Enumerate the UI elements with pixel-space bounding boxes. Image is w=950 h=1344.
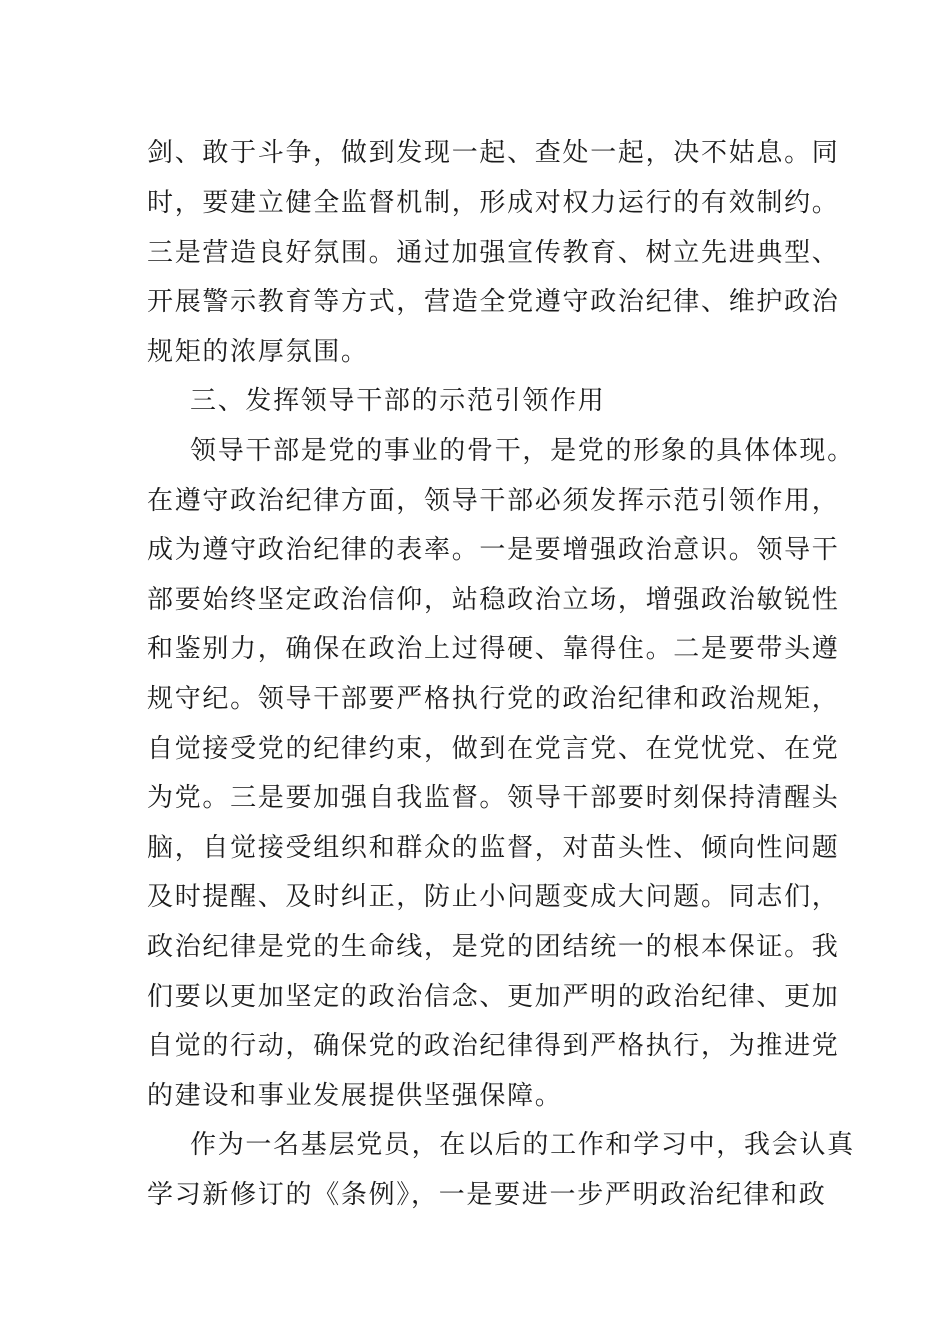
text-line: 自觉接受党的纪律约束，做到在党言党、在党忧党、在党 <box>147 734 840 764</box>
text-line: 三是营造良好氛围。通过加强宣传教育、树立先进典型、 <box>147 238 840 268</box>
text-line: 和鉴别力，确保在政治上过得硬、靠得住。二是要带头遵 <box>147 634 840 664</box>
text-line: 的建设和事业发展提供坚强保障。 <box>147 1081 563 1111</box>
text-line: 在遵守政治纪律方面，领导干部必须发挥示范引领作用， <box>147 486 840 516</box>
text-line: 自觉的行动，确保党的政治纪律得到严格执行，为推进党 <box>147 1031 840 1061</box>
text-line: 剑、敢于斗争，做到发现一起、查处一起，决不姑息。同 <box>147 138 840 168</box>
text-line: 部要始终坚定政治信仰，站稳政治立场，增强政治敏锐性 <box>147 585 840 615</box>
paragraph-start-line: 领导干部是党的事业的骨干，是党的形象的具体体现。 <box>190 436 855 466</box>
section-heading: 三、发挥领导干部的示范引领作用 <box>190 386 606 416</box>
text-line: 开展警示教育等方式，营造全党遵守政治纪律、维护政治 <box>147 287 840 317</box>
text-line: 及时提醒、及时纠正，防止小问题变成大问题。同志们， <box>147 882 840 912</box>
text-line: 规矩的浓厚氛围。 <box>147 337 369 367</box>
paragraph-start-line: 作为一名基层党员，在以后的工作和学习中，我会认真 <box>190 1130 855 1160</box>
text-line: 成为遵守政治纪律的表率。一是要增强政治意识。领导干 <box>147 535 840 565</box>
text-line: 脑，自觉接受组织和群众的监督，对苗头性、倾向性问题 <box>147 833 840 863</box>
text-line: 为党。三是要加强自我监督。领导干部要时刻保持清醒头 <box>147 783 840 813</box>
text-line: 学习新修订的《条例》，一是要进一步严明政治纪律和政 <box>147 1180 827 1210</box>
text-line: 规守纪。领导干部要严格执行党的政治纪律和政治规矩， <box>147 684 840 714</box>
text-line: 时，要建立健全监督机制，形成对权力运行的有效制约。 <box>147 188 840 218</box>
text-line: 政治纪律是党的生命线，是党的团结统一的根本保证。我 <box>147 932 840 962</box>
text-line: 们要以更加坚定的政治信念、更加严明的政治纪律、更加 <box>147 982 840 1012</box>
